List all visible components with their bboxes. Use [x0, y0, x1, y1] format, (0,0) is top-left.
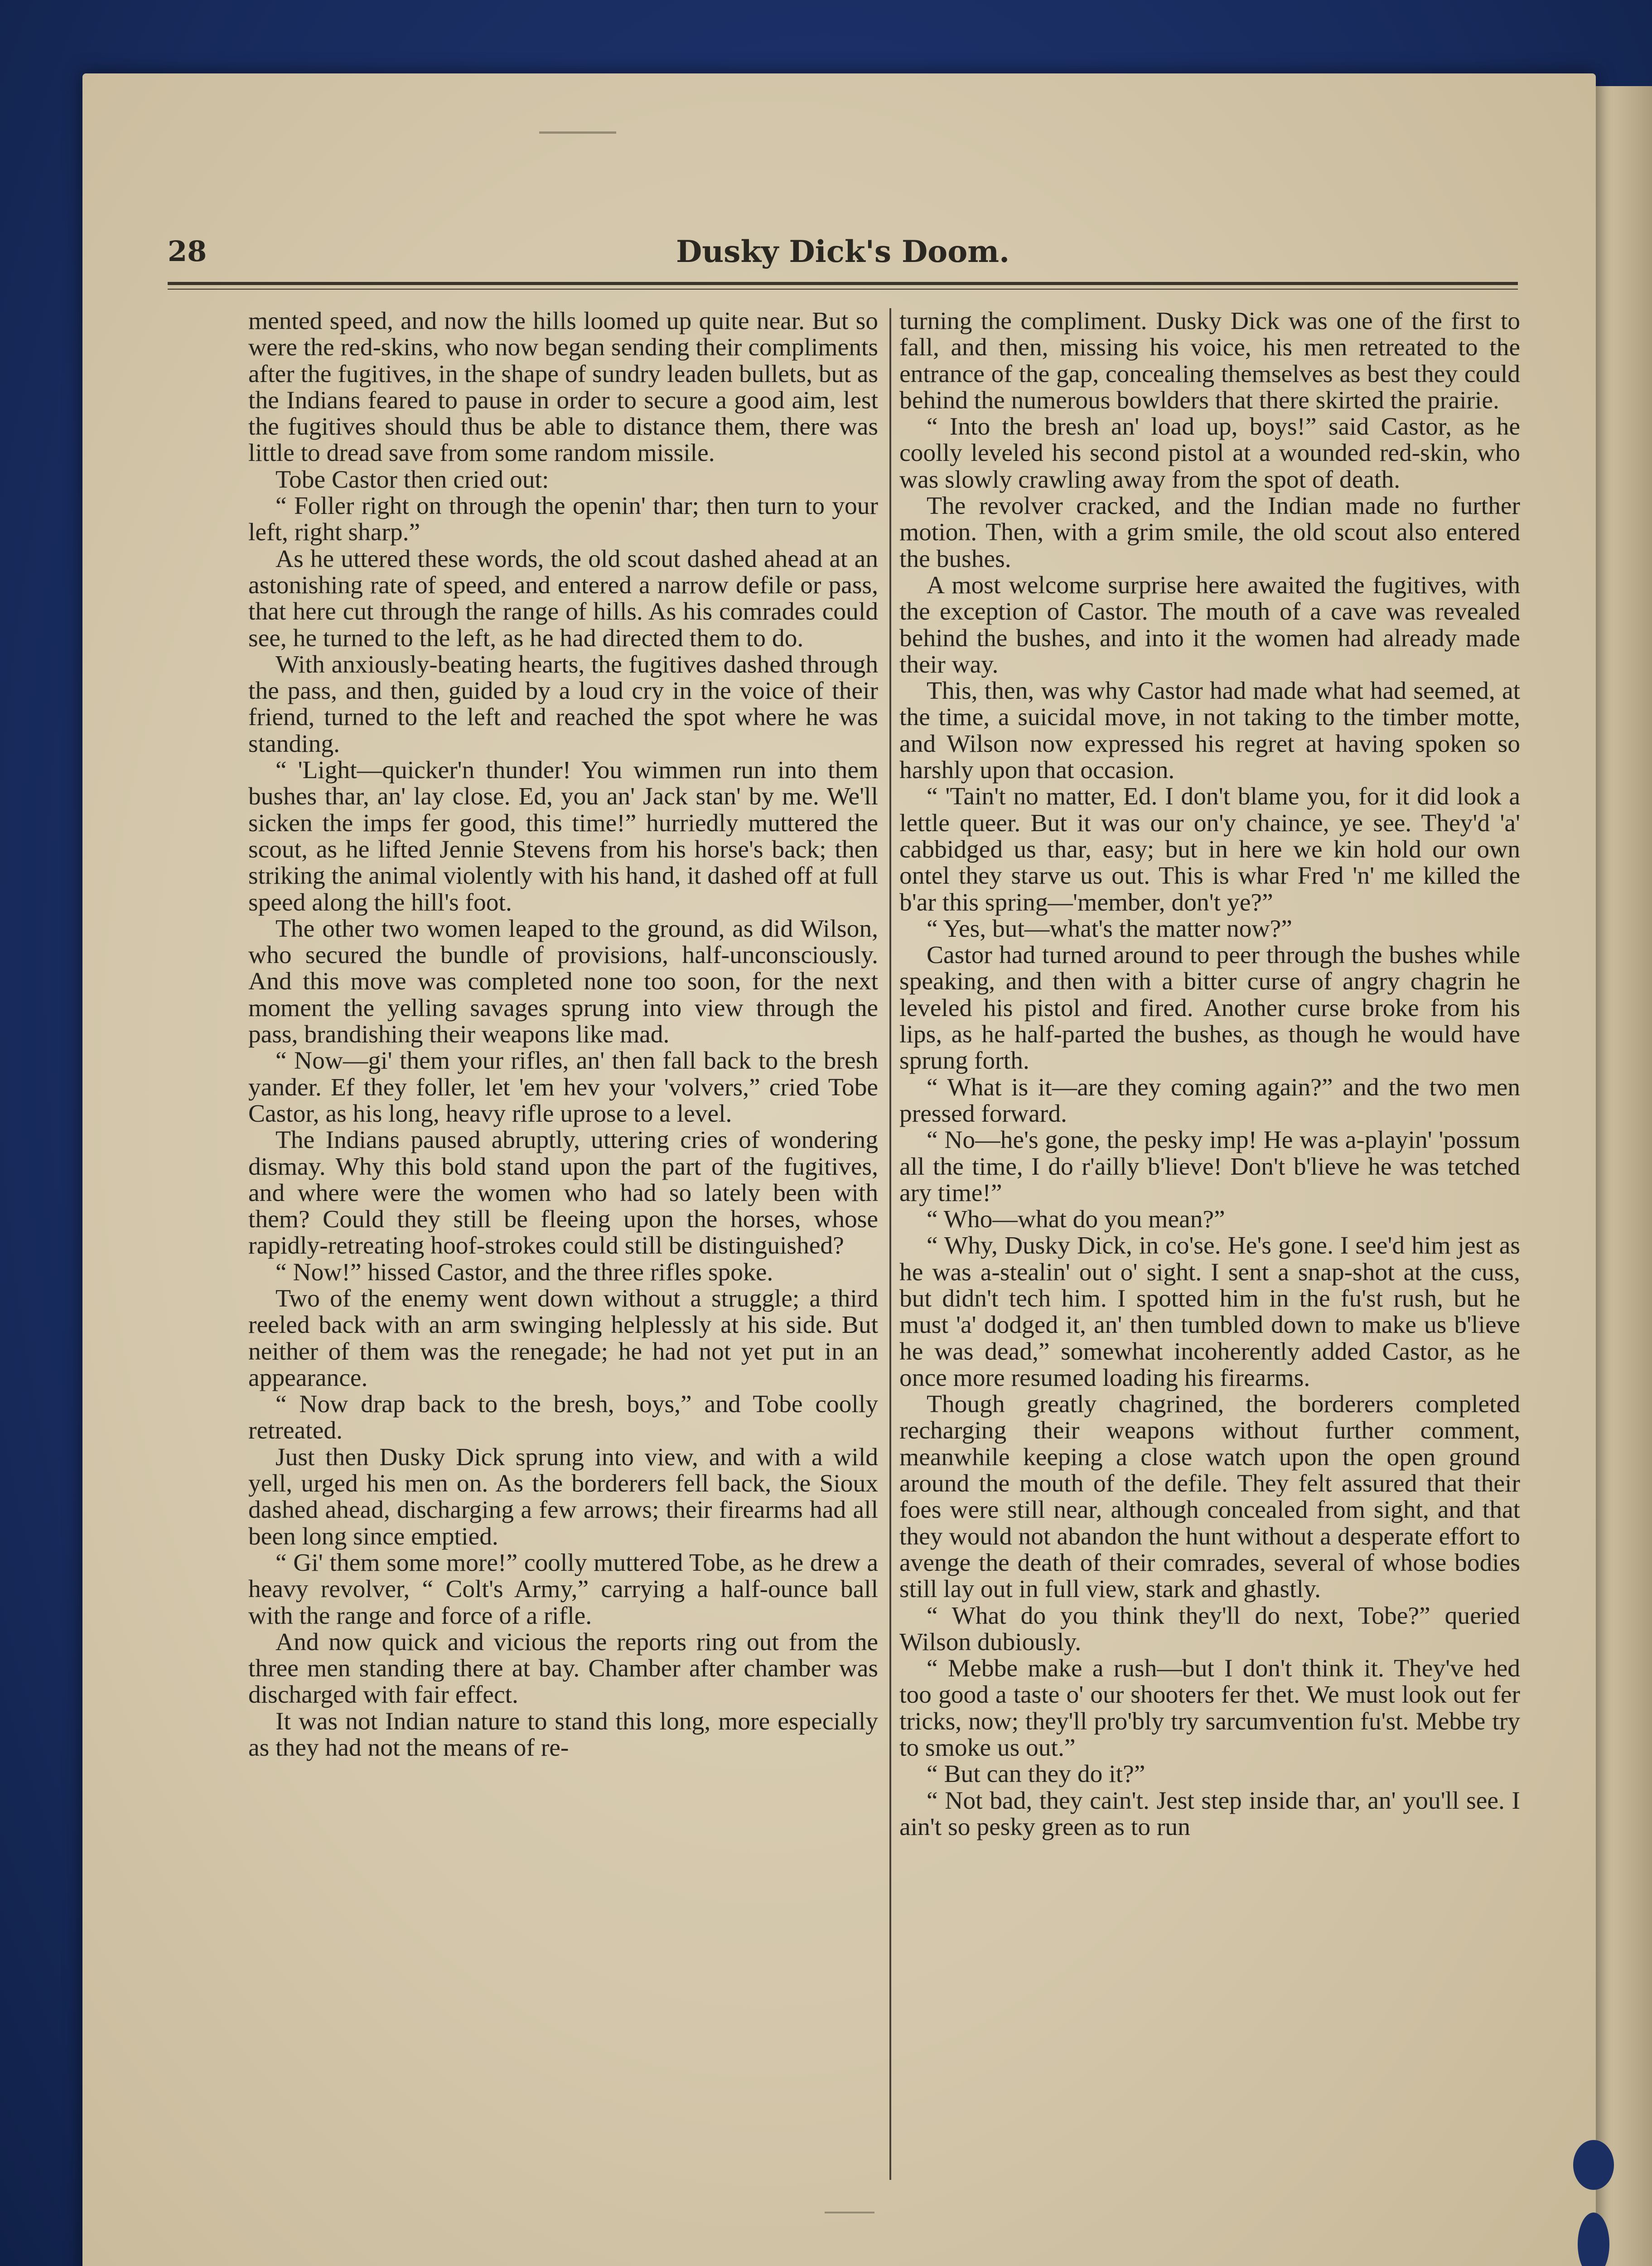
ornament-dash	[825, 2212, 874, 2213]
paragraph: “ 'Light—quicker'n thunder! You wimmen run into them bushes thar, an' lay close. Ed, you an' Jack stan' by me. We'll sicken the imps fer good, this time!” hurriedly muttered the scout, as he lifted Jennie Stevens from his horse's back; then striking the animal violently with his hand, it dashed off at full speed along the hill's foot.	[248, 756, 878, 916]
paragraph: “ 'Tain't no matter, Ed. I don't blame you, for it did look a lettle queer. But it was our on'y chaince, ye see. They'd 'a' cabbidged us thar, easy; but in here we kin hold our own ontel they starve us out. This is whar Fred 'n' me killed the b'ar this spring—'member, don't ye?”	[899, 783, 1520, 916]
paragraph: The revolver cracked, and the Indian made no further motion. Then, with a grim smile, the old scout also entered the bushes.	[899, 492, 1520, 573]
paragraph: A most welcome surprise here awaited the fugitives, with the exception of Castor. The mouth of a cave was revealed behind the bushes, and into it the women had already made their way.	[899, 571, 1520, 678]
paragraph: Though greatly chagrined, the borderers completed recharging their weapons without further comment, meanwhile keeping a close watch upon the open ground around the mouth of the defile. They felt assured that their foes were still near, although concealed from sight, and that they would not abandon the hunt without a desperate effort to avenge the death of their comrades, several of whose bodies still lay out in full view, stark and ghastly.	[899, 1390, 1520, 1603]
paragraph: “ Not bad, they cain't. Jest step inside thar, an' you'll see. I ain't so pesky green as to run	[899, 1787, 1520, 1841]
paragraph: “ What do you think they'll do next, Tobe?” queried Wilson dubiously.	[899, 1602, 1520, 1656]
paragraph: “ Why, Dusky Dick, in co'se. He's gone. I see'd him jest as he was a-stealin' out o' sight. I sent a snap-shot at the cuss, but didn't tech him. I spotted him in the fu'st rush, but he must 'a' dodged it, an' then tumbled down to make us b'lieve he was dead,” somewhat incoherently added Castor, as he once more resumed loading his firearms.	[899, 1232, 1520, 1392]
paragraph: Tobe Castor then cried out:	[275, 465, 549, 494]
paragraph: “ Now—gi' them your rifles, an' then fall back to the bresh yander. Ef they foller, let 'em hev your 'volvers,” cried Tobe Castor, as his long, heavy rifle uprose to a level.	[248, 1047, 878, 1128]
page-number: 28	[168, 235, 207, 268]
paragraph: “ Mebbe make a rush—but I don't think it. They've hed too good a taste o' our shooters fer thet. We must look out fer tricks, now; they'll pro'bly try sarcumvention fu'st. Mebbe try to smoke us out.”	[899, 1655, 1520, 1762]
paragraph: “ Yes, but—what's the matter now?”	[927, 915, 1292, 943]
paragraph: Two of the enemy went down without a struggle; a third reeled back with an arm swinging helplessly at his side. But neither of them was the renegade; he had not yet put in an appearance.	[248, 1284, 878, 1392]
paragraph: And now quick and vicious the reports ring out from the three men standing there at bay. Chamber after chamber was discharged with fair effect.	[248, 1628, 878, 1709]
paragraph: The Indians paused abruptly, uttering cries of wondering dismay. Why this bold stand upon the part of the fugitives, and where were the women who had so lately been with them? Could they still be fleeing upon the horses, whose rapidly-retreating hoof-strokes could still be distinguished?	[248, 1126, 878, 1260]
header-rule	[168, 282, 1518, 285]
paragraph: “ Who—what do you mean?”	[927, 1206, 1225, 1234]
paragraph: mented speed, and now the hills loomed up quite near. But so were the red-skins, who now began sending their compliments after the fugitives, in the shape of sundry leaden bullets, but as the Indians feared to pause in order to secure a good aim, lest the fugitives should thus be able to distance them, there was little to dread save from some random missile.	[248, 308, 878, 467]
running-title: Dusky Dick's Doom.	[676, 234, 1010, 269]
paragraph: “ No—he's gone, the pesky imp! He was a-playin' 'possum all the time, I do r'ailly b'lieve! Don't b'lieve he was tetched ary time!”	[899, 1126, 1520, 1207]
paragraph: It was not Indian nature to stand this long, more especially as they had not the means of re-	[248, 1707, 878, 1762]
header-rule-thin	[168, 289, 1518, 290]
paragraph: The other two women leaped to the ground, as did Wilson, who secured the bundle of provisions, half-unconsciously. And this move was completed none too soon, for the next moment the yelling savages sprung into view through the pass, brandishing their weapons like mad.	[248, 915, 878, 1049]
paragraph: Castor had turned around to peer through the bushes while speaking, and then with a bitter curse of angry chagrin he leveled his pistol and fired. Another curse broke from his lips, as he half-parted the bushes, as though he would have sprung forth.	[899, 941, 1520, 1075]
paragraph: “ Foller right on through the openin' thar; then turn to your left, right sharp.”	[248, 492, 878, 547]
paragraph: “ What is it—are they coming again?” and the two men pressed forward.	[899, 1073, 1520, 1128]
ornament-dash	[539, 131, 616, 134]
paragraph: As he uttered these words, the old scout dashed ahead at an astonishing rate of speed, and entered a narrow defile or pass, that here cut through the range of hills. As his comrades could see, he turned to the left, as he had directed them to do.	[248, 545, 878, 652]
text-column-right	[899, 308, 1520, 2184]
paragraph: “ Now!” hissed Castor, and the three rifles spoke.	[275, 1258, 773, 1286]
paragraph: With anxiously-beating hearts, the fugitives dashed through the pass, and then, guided by a loud cry in the voice of their friend, turned to the left and reached the spot where he was standing.	[248, 650, 878, 758]
column-divider	[889, 308, 891, 2180]
paragraph: “ Into the bresh an' load up, boys!” said Castor, as he coolly leveled his second pistol at a wounded red-skin, who was slowly crawling away from the spot of death.	[899, 413, 1520, 494]
paragraph: This, then, was why Castor had made what had seemed, at the time, a suicidal move, in not taking to the timber motte, and Wilson now expressed his regret at having spoken so harshly upon that occasion.	[899, 677, 1520, 784]
paragraph: “ Gi' them some more!” coolly muttered Tobe, as he drew a heavy revolver, “ Colt's Army,” carrying a half-ounce ball with the range and force of a rifle.	[248, 1549, 878, 1630]
paragraph: turning the compliment. Dusky Dick was one of the first to fall, and then, missing his voice, his men retreated to the entrance of the gap, concealing themselves as best they could behind the numerous bowlders that there skirted the prairie.	[899, 308, 1520, 414]
torn-edge	[1573, 2140, 1614, 2190]
paragraph: “ Now drap back to the bresh, boys,” and Tobe coolly retreated.	[248, 1390, 878, 1445]
page-header	[168, 227, 1518, 276]
text-column-left	[248, 308, 878, 2184]
paragraph: Just then Dusky Dick sprung into view, and with a wild yell, urged his men on. As the borderers fell back, the Sioux dashed ahead, discharging a few arrows; their firearms had all been long since emptied.	[248, 1443, 878, 1550]
paragraph: “ But can they do it?”	[927, 1760, 1145, 1788]
